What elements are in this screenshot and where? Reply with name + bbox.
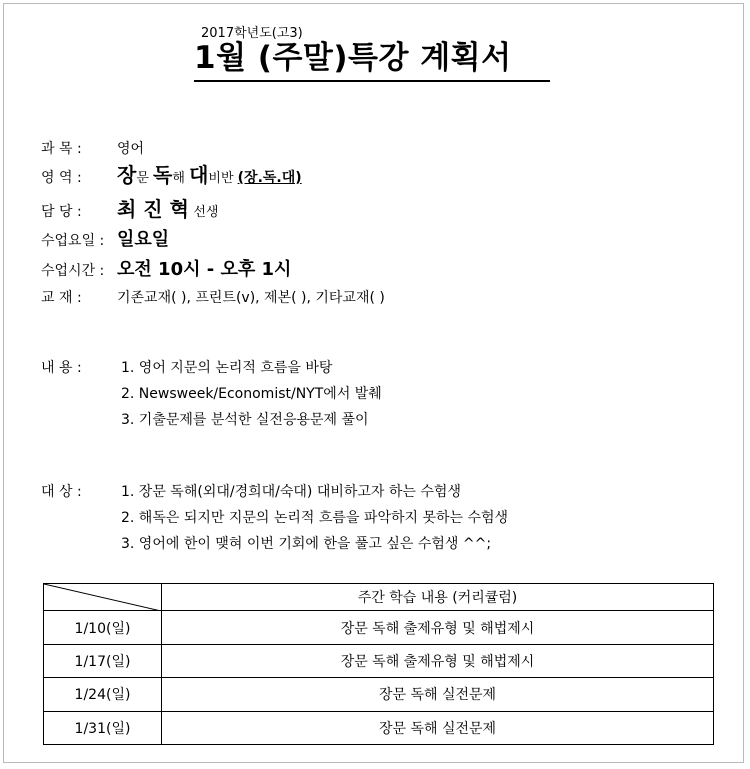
day-value: 일요일: [117, 229, 170, 250]
area-char-1: 장: [117, 163, 137, 187]
day-label: 수업요일 :: [41, 233, 105, 249]
textbook-value: 기존교재( ), 프린트(v), 제본( ), 기타교재( ): [117, 290, 385, 306]
schedule-row: [44, 678, 714, 711]
schedule-date: 1/17(일): [44, 644, 162, 677]
teacher-name: 최 진 혁: [117, 197, 189, 221]
schedule-table: [43, 583, 714, 745]
diagonal-header-cell: [44, 584, 162, 611]
area-char-2: 독: [153, 163, 173, 187]
teacher-suffix: 선생: [193, 205, 219, 220]
content-row: [41, 358, 117, 378]
area-text-2: 해: [172, 171, 190, 186]
time-label: 수업시간 :: [41, 263, 105, 279]
content-label: 내 용 :: [41, 360, 82, 376]
time-row: [41, 260, 291, 281]
schedule-content: 장문 독해 실전문제: [162, 678, 714, 711]
schedule-date: 1/10(일): [44, 611, 162, 644]
schedule-row: [44, 611, 714, 644]
doc-year-label: 2017학년도(고3): [201, 26, 303, 41]
doc-title: 1월 (주말)특강 계획서: [194, 38, 550, 82]
target-row: [41, 482, 117, 502]
content-item-2: 2. Newsweek/Economist/NYT에서 발췌: [121, 386, 382, 402]
area-text-3: 비반: [208, 171, 238, 186]
content-item-3: 3. 기출문제를 분석한 실전응용문제 풀이: [121, 412, 369, 428]
content-item-1: 1. 영어 지문의 논리적 흐름을 바탕: [121, 360, 333, 376]
day-row: [41, 230, 169, 251]
schedule-date: 1/24(일): [44, 678, 162, 711]
subject-label: 과 목 :: [41, 141, 82, 157]
area-text-1: 문: [136, 171, 154, 186]
textbook-label: 교 재 :: [41, 290, 82, 306]
subject-row: [41, 139, 144, 159]
diagonal-line: [44, 584, 161, 611]
schedule-row: [44, 711, 714, 744]
textbook-row: [41, 288, 385, 308]
schedule-content: 장문 독해 실전문제: [162, 711, 714, 744]
target-item-2: 2. 해독은 되지만 지문의 논리적 흐름을 파악하지 못하는 수험생: [121, 510, 509, 526]
time-value: 오전 10시 - 오후 1시: [117, 259, 292, 280]
schedule-header: 주간 학습 내용 (커리큘럼): [162, 584, 714, 611]
teacher-label: 담 당 :: [41, 204, 82, 220]
schedule-date: 1/31(일): [44, 711, 162, 744]
schedule-row: [44, 644, 714, 677]
target-label: 대 상 :: [41, 484, 82, 500]
area-abbr: (장.독.대): [237, 170, 302, 186]
subject-value: 영어: [117, 141, 145, 157]
area-label: 영 역 :: [41, 170, 82, 186]
area-char-3: 대: [189, 163, 209, 187]
target-item-1: 1. 장문 독해(외대/경희대/숙대) 대비하고자 하는 수험생: [121, 484, 461, 500]
teacher-row: [41, 199, 218, 223]
area-row: [41, 165, 302, 189]
schedule-header-row: [44, 584, 714, 611]
schedule-content: 장문 독해 출제유형 및 해법제시: [162, 611, 714, 644]
schedule-content: 장문 독해 출제유형 및 해법제시: [162, 644, 714, 677]
target-item-3: 3. 영어에 한이 맺혀 이번 기회에 한을 풀고 싶은 수험생 ^^;: [121, 536, 492, 552]
